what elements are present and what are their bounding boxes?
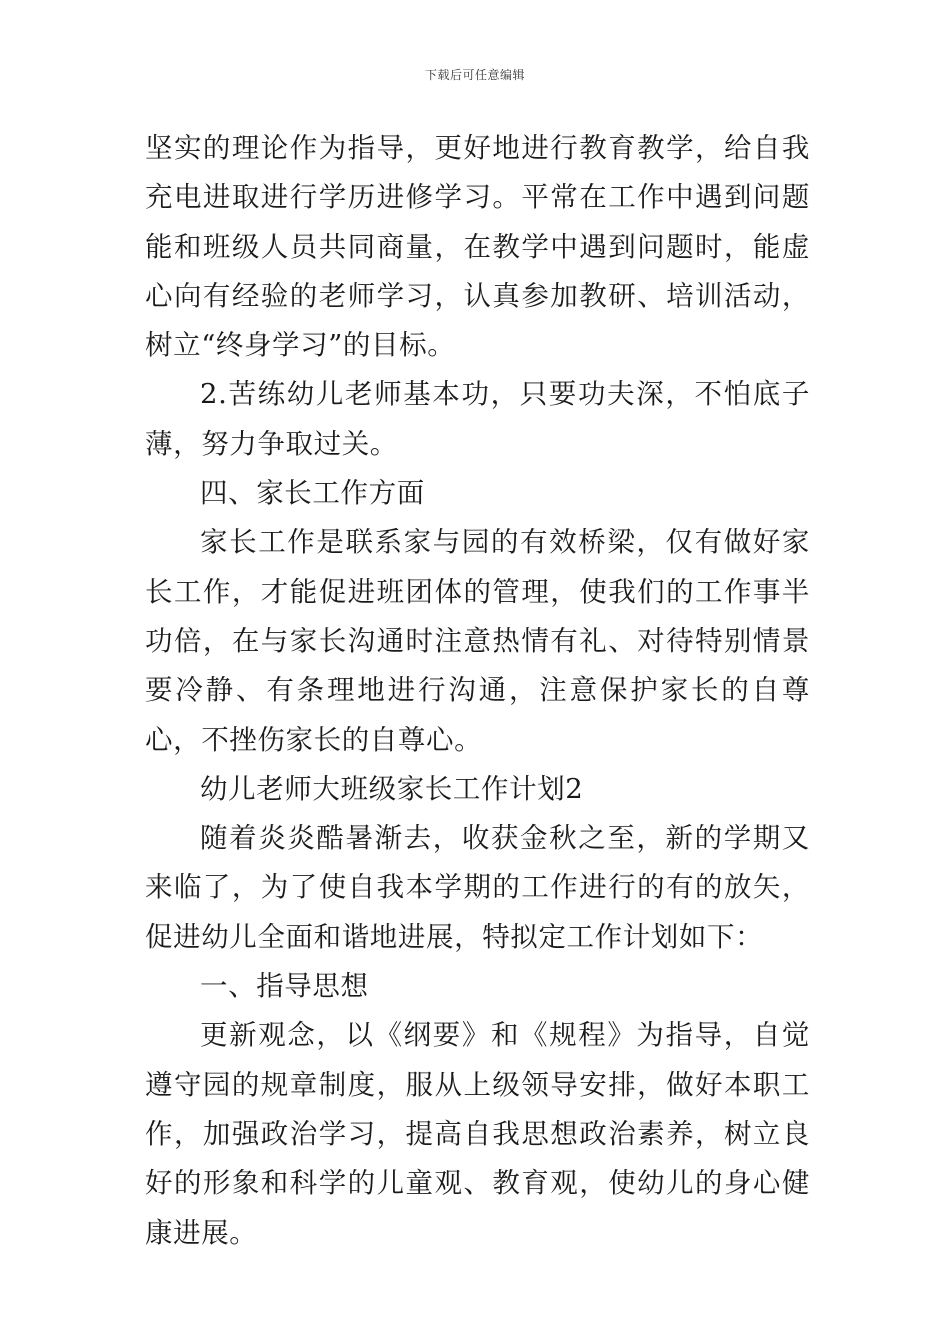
section-heading-parents-work: 四、家长工作方面 — [200, 477, 425, 510]
paragraph-continuation: 坚实的理论作为指导，更好地进行教育教学，给自我充电进取进行学历进修学习。平常在工作中遇到问题能和班级人员共同商量，在教学中遇到问题时，能虚心向有经验的老师学习，认真参加教研、培训活动，树立“终身学习”的目标。 — [145, 132, 810, 362]
paragraph-guiding-ideology: 更新观念，以《纲要》和《规程》为指导，自觉遵守园的规章制度，服从上级领导安排，做好本职工作，加强政治学习，提高自我思想政治素养，树立良好的形象和科学的儿童观、教育观，使幼儿的身心健康进展。 — [145, 1019, 810, 1249]
document-subtitle-plan-2: 幼儿老师大班级家长工作计划2 — [200, 772, 584, 805]
paragraph-list-item-2: 2.苦练幼儿老师基本功，只要功夫深，不怕底子薄，努力争取过关。 — [145, 378, 810, 460]
page-header: 下载后可任意编辑 — [424, 68, 525, 82]
paragraph-intro: 随着炎炎酷暑渐去，收获金秋之至，新的学期又来临了，为了使自我本学期的工作进行的有的放矢，促进幼儿全面和谐地进展，特拟定工作计划如下： — [145, 822, 810, 953]
section-heading-guiding-ideology: 一、指导思想 — [200, 970, 369, 1003]
paragraph-parents-work: 家长工作是联系家与园的有效桥梁，仅有做好家长工作，才能促进班团体的管理，使我们的工作事半功倍，在与家长沟通时注意热情有礼、对待特别情景要冷静、有条理地进行沟通，注意保护家长的自尊心，不挫伤家长的自尊心。 — [145, 526, 810, 756]
document-body — [145, 124, 810, 1258]
